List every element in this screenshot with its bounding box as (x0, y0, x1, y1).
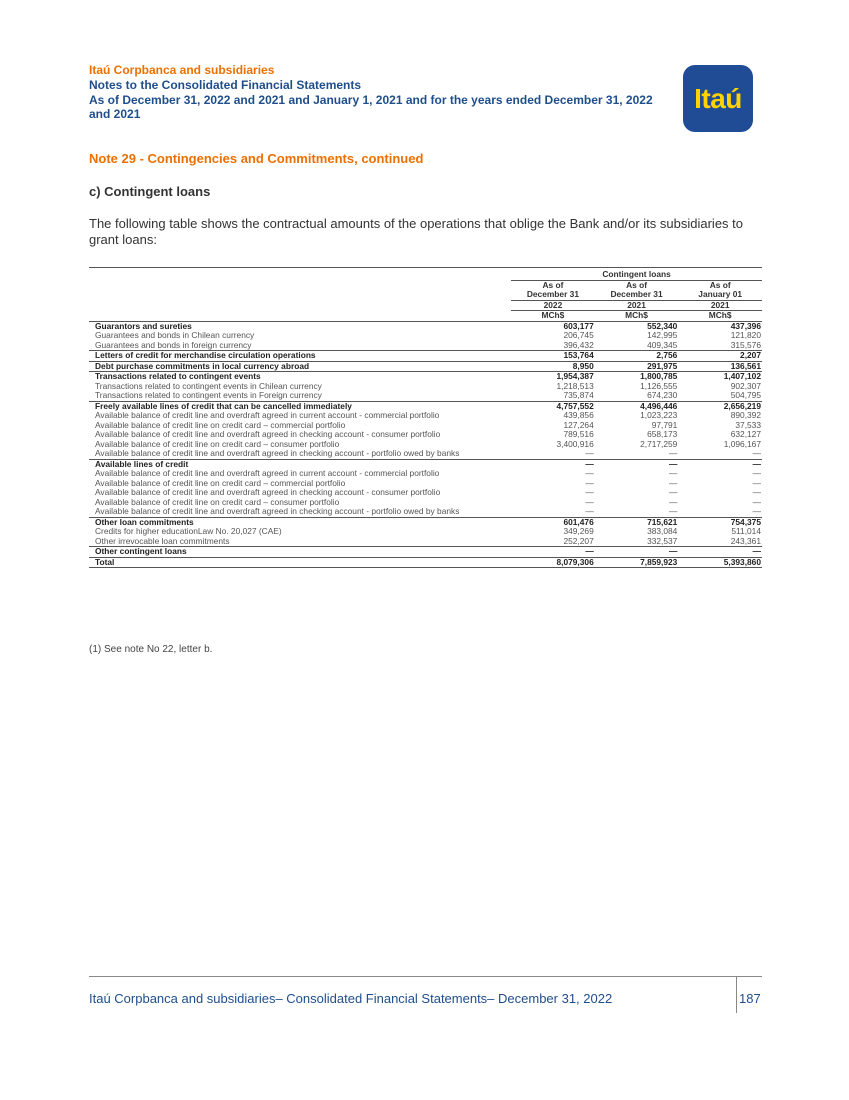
row-value: 1,218,513 (556, 380, 594, 391)
document-header (89, 63, 679, 122)
row-value: — (752, 506, 761, 516)
row-value: — (668, 496, 678, 507)
row-value: 437,396 (678, 321, 762, 331)
row-value: 315,576 (730, 339, 761, 350)
row-value: 8,950 (511, 361, 595, 372)
row-value: 127,264 (563, 419, 594, 430)
row-label: Other irrevocable loan commitments (95, 535, 230, 546)
footer-divider (89, 976, 762, 977)
col-header-year: 2021 (595, 300, 679, 311)
row-value: 409,345 (647, 339, 678, 350)
footer-page-divider (736, 976, 737, 1013)
row-value: 8,079,306 (511, 557, 595, 568)
row-value: 332,537 (647, 535, 678, 546)
row-label: Available balance of credit line and overdraft agreed in checking account - portfolio owed by banks (95, 506, 460, 516)
itau-logo (683, 65, 753, 132)
row-value: — (668, 448, 678, 458)
col-header-label-line1: As of (626, 279, 647, 290)
row-value: 552,340 (595, 321, 679, 331)
row-value: — (585, 468, 594, 478)
row-label: Letters of credit for merchandise circulation operations (89, 351, 511, 362)
row-value: 4,496,446 (595, 401, 679, 411)
row-value: 3,400,916 (556, 438, 594, 449)
row-value: — (752, 477, 761, 488)
row-label: Debt purchase commitments in local currency abroad (89, 361, 511, 372)
row-value: 754,375 (678, 517, 762, 527)
row-value: — (678, 547, 762, 558)
row-label: Available balance of credit line and overdraft agreed in current account - commercial portfolio (95, 410, 440, 420)
row-value: — (595, 459, 679, 469)
row-value: — (595, 547, 679, 558)
row-value: — (678, 459, 762, 469)
row-label: Available balance of credit line and overdraft agreed in checking account - consumer portfolio (95, 487, 441, 497)
row-value: — (585, 496, 594, 507)
row-label: Other loan commitments (89, 517, 511, 527)
row-value: 7,859,923 (595, 557, 679, 568)
group-header: Contingent loans (511, 268, 762, 280)
col-header-unit: MCh$ (541, 310, 565, 320)
table-row (89, 449, 762, 459)
row-value: 601,476 (511, 517, 595, 527)
row-value: 37,533 (735, 419, 761, 430)
row-label: Freely available lines of credit that can be cancelled immediately (89, 401, 511, 411)
col-header-label-line2: January 01 (678, 290, 762, 300)
row-label: Other contingent loans (89, 547, 511, 558)
row-value: 890,392 (730, 410, 761, 420)
row-label: Available balance of credit line on credit card – commercial portfolio (95, 419, 346, 430)
table-row (89, 507, 762, 517)
row-value: — (668, 506, 678, 516)
row-label: Available lines of credit (89, 459, 511, 469)
company-name: Itaú Corpbanca and subsidiaries (89, 63, 275, 77)
row-value: 2,717,259 (640, 438, 678, 449)
row-value: 1,096,167 (723, 438, 761, 449)
row-value: 142,995 (647, 330, 678, 340)
row-value: 349,269 (563, 526, 594, 536)
row-value: 735,874 (563, 390, 594, 400)
row-value: 2,756 (595, 351, 679, 362)
row-value: 1,954,387 (511, 372, 595, 382)
row-value: 715,621 (595, 517, 679, 527)
row-value: 439,856 (563, 410, 594, 420)
table-row (89, 361, 762, 372)
row-value: 632,127 (730, 429, 761, 439)
row-value: — (511, 547, 595, 558)
row-value: — (752, 496, 761, 507)
col-header-unit: MCh$ (708, 310, 732, 320)
row-value: 97,791 (651, 419, 678, 430)
row-value: — (668, 468, 678, 478)
table-row (89, 547, 762, 558)
intro-paragraph: The following table shows the contractual amounts of the operations that oblige the Bank and/or its subsidiaries to grant loans: (89, 216, 743, 247)
row-value: 121,820 (730, 330, 761, 340)
row-value: 1,023,223 (640, 410, 678, 420)
row-value: — (585, 506, 594, 516)
table-row (89, 537, 762, 547)
row-label: Available balance of credit line and overdraft agreed in checking account - consumer portfolio (95, 429, 441, 439)
table-row (89, 557, 762, 568)
row-value: — (585, 448, 594, 458)
table-row (89, 372, 762, 382)
row-label: Available balance of credit line on credit card – consumer portfolio (95, 438, 340, 449)
footer-text: Itaú Corpbanca and subsidiaries– Consolidated Financial Statements– December 31, 2022 (89, 991, 613, 1006)
row-value: 674,230 (647, 390, 678, 400)
row-value: 252,207 (563, 535, 594, 546)
table-body (89, 321, 762, 568)
row-value: 1,126,555 (640, 380, 678, 391)
row-label: Transactions related to contingent events in Foreign currency (95, 390, 322, 400)
row-value: 658,173 (647, 429, 678, 439)
contingent-loans-table (89, 267, 762, 568)
logo-text: Itaú (694, 82, 742, 114)
row-label: Available balance of credit line on credit card – commercial portfolio (95, 477, 346, 488)
row-value: 511,014 (731, 526, 761, 536)
row-value: 136,561 (678, 361, 762, 372)
row-value: 153,764 (511, 351, 595, 362)
row-label: Credits for higher educationLaw No. 20,027 (CAE) (95, 526, 282, 536)
note-heading: Note 29 - Contingencies and Commitments, continued (89, 151, 424, 166)
row-value: — (585, 477, 594, 488)
row-label: Available balance of credit line on credit card – consumer portfolio (95, 496, 340, 507)
row-label: Transactions related to contingent events (89, 372, 511, 382)
row-value: 206,745 (563, 330, 594, 340)
table-row (89, 391, 762, 401)
row-value: 1,800,785 (595, 372, 679, 382)
period-line-2: and 2021 (89, 107, 141, 121)
row-value: 789,516 (563, 429, 594, 439)
col-header-year: 2021 (678, 300, 762, 311)
row-value: 2,207 (678, 351, 762, 362)
col-header-label-line2: December 31 (595, 290, 679, 300)
row-value: — (511, 459, 595, 469)
footnote: (1) See note No 22, letter b. (89, 644, 213, 655)
row-value: — (752, 468, 761, 478)
row-value: 243,361 (730, 535, 761, 546)
row-value: 291,975 (595, 361, 679, 372)
row-label: Total (89, 557, 511, 568)
col-header-unit: MCh$ (625, 310, 648, 320)
row-value: 603,177 (511, 321, 595, 331)
row-value: — (585, 487, 594, 497)
page-number: 187 (739, 991, 761, 1006)
row-value: 2,656,219 (678, 401, 762, 411)
row-value: — (668, 477, 678, 488)
col-header-label-line2: December 31 (511, 290, 595, 300)
row-label: Available balance of credit line and overdraft agreed in checking account - portfolio owed by banks (95, 448, 460, 458)
col-header-label-line1: As of (542, 279, 564, 290)
row-value: 396,432 (563, 339, 594, 350)
row-value: — (752, 448, 761, 458)
row-label: Available balance of credit line and overdraft agreed in current account - commercial portfolio (95, 468, 440, 478)
col-header-year: 2022 (511, 300, 595, 311)
table-row (89, 341, 762, 351)
row-value: — (752, 487, 761, 497)
row-value: 504,795 (730, 390, 761, 400)
row-value: — (668, 487, 678, 497)
row-value: 902,307 (730, 380, 761, 391)
row-value: 4,757,552 (511, 401, 595, 411)
period-line-1: As of December 31, 2022 and 2021 and January 1, 2021 and for the years ended December 31, 2022 (89, 92, 653, 107)
section-heading: c) Contingent loans (89, 184, 211, 199)
row-label: Transactions related to contingent events in Chilean currency (95, 380, 322, 391)
row-label: Guarantees and bonds in Chilean currency (95, 330, 255, 340)
row-value: 383,084 (647, 526, 678, 536)
row-value: 1,407,102 (678, 372, 762, 382)
table-row (89, 351, 762, 362)
row-label: Guarantors and sureties (89, 321, 511, 331)
col-header-label-line1: As of (709, 279, 731, 290)
row-value: 5,393,860 (678, 557, 762, 568)
notes-title: Notes to the Consolidated Financial Statements (89, 78, 362, 92)
row-label: Guarantees and bonds in foreign currency (95, 339, 252, 350)
